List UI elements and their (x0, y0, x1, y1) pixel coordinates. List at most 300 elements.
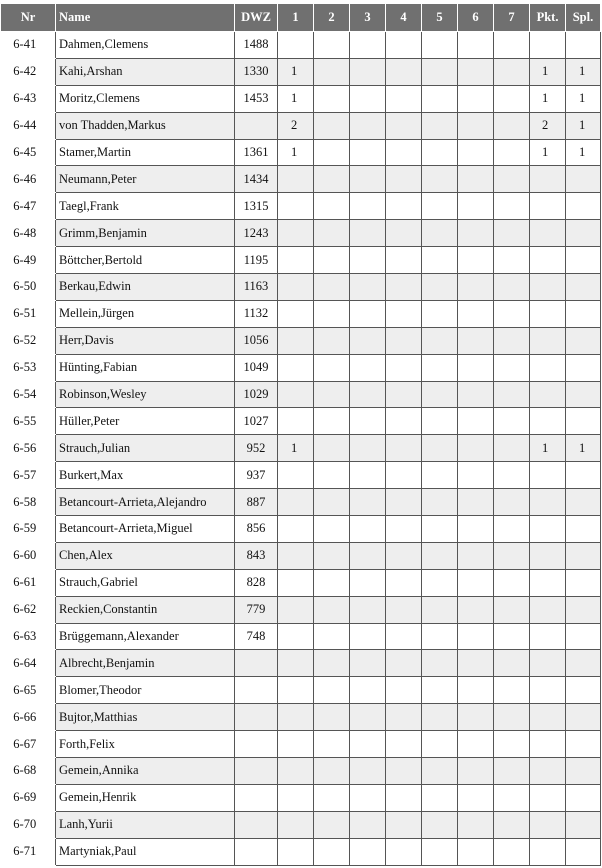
round-1-result (278, 650, 314, 677)
round-2-result (314, 435, 350, 462)
header-round-4: 4 (386, 4, 422, 32)
round-7-result (494, 731, 530, 758)
player-games (566, 300, 601, 327)
player-dwz: 1195 (235, 247, 278, 274)
round-3-result (350, 623, 386, 650)
round-5-result (422, 462, 458, 489)
round-3-result (350, 220, 386, 247)
round-2-result (314, 784, 350, 811)
player-name: Herr,Davis (56, 327, 235, 354)
header-round-6: 6 (458, 4, 494, 32)
player-number: 6-50 (1, 274, 56, 301)
player-dwz: 748 (235, 623, 278, 650)
round-3-result (350, 112, 386, 139)
player-points (530, 247, 566, 274)
round-4-result (386, 462, 422, 489)
header-points: Pkt. (530, 4, 566, 32)
player-games (566, 327, 601, 354)
round-7-result (494, 408, 530, 435)
table-row (1, 85, 601, 112)
round-7-result (494, 193, 530, 220)
table-row (1, 354, 601, 381)
player-number: 6-62 (1, 596, 56, 623)
player-number: 6-68 (1, 758, 56, 785)
player-number: 6-67 (1, 731, 56, 758)
player-number: 6-56 (1, 435, 56, 462)
round-3-result (350, 650, 386, 677)
player-name: von Thadden,Markus (56, 112, 235, 139)
round-5-result (422, 166, 458, 193)
player-points (530, 838, 566, 865)
player-name: Dahmen,Clemens (56, 32, 235, 59)
round-2-result (314, 274, 350, 301)
player-points (530, 408, 566, 435)
table-row (1, 650, 601, 677)
player-points (530, 516, 566, 543)
player-name: Gemein,Henrik (56, 784, 235, 811)
player-number: 6-55 (1, 408, 56, 435)
round-5-result (422, 623, 458, 650)
round-2-result (314, 758, 350, 785)
round-6-result (458, 435, 494, 462)
player-points: 1 (530, 58, 566, 85)
round-7-result (494, 274, 530, 301)
round-5-result (422, 704, 458, 731)
round-5-result (422, 247, 458, 274)
table-row (1, 623, 601, 650)
table-row (1, 327, 601, 354)
round-2-result (314, 516, 350, 543)
round-4-result (386, 112, 422, 139)
round-5-result (422, 274, 458, 301)
round-4-result (386, 758, 422, 785)
round-3-result (350, 139, 386, 166)
round-3-result (350, 354, 386, 381)
round-7-result (494, 596, 530, 623)
player-number: 6-48 (1, 220, 56, 247)
player-dwz: 937 (235, 462, 278, 489)
round-2-result (314, 112, 350, 139)
round-4-result (386, 32, 422, 59)
round-6-result (458, 354, 494, 381)
round-2-result (314, 220, 350, 247)
player-games: 1 (566, 85, 601, 112)
player-points (530, 569, 566, 596)
round-6-result (458, 247, 494, 274)
round-2-result (314, 381, 350, 408)
player-games (566, 247, 601, 274)
table-row (1, 811, 601, 838)
round-5-result (422, 596, 458, 623)
round-4-result (386, 838, 422, 865)
player-dwz: 843 (235, 542, 278, 569)
round-1-result (278, 220, 314, 247)
player-games (566, 650, 601, 677)
round-5-result (422, 32, 458, 59)
round-2-result (314, 596, 350, 623)
round-7-result (494, 838, 530, 865)
player-games (566, 220, 601, 247)
player-name: Strauch,Julian (56, 435, 235, 462)
round-1-result (278, 193, 314, 220)
table-row (1, 489, 601, 516)
round-3-result (350, 300, 386, 327)
round-7-result (494, 542, 530, 569)
player-dwz (235, 758, 278, 785)
round-5-result (422, 758, 458, 785)
round-2-result (314, 408, 350, 435)
player-number: 6-63 (1, 623, 56, 650)
round-2-result (314, 542, 350, 569)
player-games (566, 569, 601, 596)
round-5-result (422, 516, 458, 543)
table-row (1, 784, 601, 811)
table-body (1, 32, 601, 866)
round-7-result (494, 435, 530, 462)
round-5-result (422, 784, 458, 811)
round-4-result (386, 274, 422, 301)
player-name: Strauch,Gabriel (56, 569, 235, 596)
player-games: 1 (566, 139, 601, 166)
round-6-result (458, 381, 494, 408)
round-3-result (350, 32, 386, 59)
player-number: 6-69 (1, 784, 56, 811)
player-games (566, 354, 601, 381)
round-1-result (278, 462, 314, 489)
player-dwz: 1243 (235, 220, 278, 247)
round-7-result (494, 112, 530, 139)
round-3-result (350, 462, 386, 489)
player-name: Chen,Alex (56, 542, 235, 569)
player-name: Neumann,Peter (56, 166, 235, 193)
round-5-result (422, 650, 458, 677)
player-games (566, 811, 601, 838)
player-games (566, 381, 601, 408)
player-number: 6-41 (1, 32, 56, 59)
player-dwz: 952 (235, 435, 278, 462)
table-row (1, 569, 601, 596)
round-5-result (422, 58, 458, 85)
player-dwz (235, 677, 278, 704)
round-2-result (314, 623, 350, 650)
round-6-result (458, 85, 494, 112)
player-number: 6-46 (1, 166, 56, 193)
table-row (1, 58, 601, 85)
player-points: 1 (530, 139, 566, 166)
round-1-result (278, 489, 314, 516)
round-6-result (458, 811, 494, 838)
round-6-result (458, 569, 494, 596)
round-4-result (386, 516, 422, 543)
round-4-result (386, 166, 422, 193)
table-row (1, 516, 601, 543)
round-1-result (278, 623, 314, 650)
round-5-result (422, 731, 458, 758)
round-2-result (314, 462, 350, 489)
round-4-result (386, 811, 422, 838)
round-6-result (458, 838, 494, 865)
player-points: 2 (530, 112, 566, 139)
table-row (1, 462, 601, 489)
round-7-result (494, 354, 530, 381)
round-4-result (386, 247, 422, 274)
player-name: Betancourt-Arrieta,Alejandro (56, 489, 235, 516)
player-points (530, 542, 566, 569)
player-games (566, 32, 601, 59)
round-1-result: 1 (278, 139, 314, 166)
round-1-result (278, 274, 314, 301)
header-round-7: 7 (494, 4, 530, 32)
round-7-result (494, 704, 530, 731)
round-3-result (350, 569, 386, 596)
header-dwz: DWZ (235, 4, 278, 32)
player-games (566, 623, 601, 650)
player-name: Kahi,Arshan (56, 58, 235, 85)
player-number: 6-45 (1, 139, 56, 166)
player-number: 6-64 (1, 650, 56, 677)
round-5-result (422, 327, 458, 354)
round-1-result (278, 569, 314, 596)
round-4-result (386, 381, 422, 408)
round-4-result (386, 623, 422, 650)
round-2-result (314, 58, 350, 85)
round-5-result (422, 838, 458, 865)
player-name: Berkau,Edwin (56, 274, 235, 301)
round-3-result (350, 193, 386, 220)
round-4-result (386, 704, 422, 731)
round-2-result (314, 166, 350, 193)
player-dwz: 1163 (235, 274, 278, 301)
round-1-result: 1 (278, 58, 314, 85)
round-5-result (422, 435, 458, 462)
round-7-result (494, 489, 530, 516)
round-5-result (422, 220, 458, 247)
round-6-result (458, 623, 494, 650)
player-games (566, 166, 601, 193)
player-games (566, 516, 601, 543)
player-dwz (235, 650, 278, 677)
round-6-result (458, 300, 494, 327)
player-name: Forth,Felix (56, 731, 235, 758)
player-points (530, 327, 566, 354)
player-points (530, 811, 566, 838)
table-row (1, 677, 601, 704)
round-3-result (350, 85, 386, 112)
round-4-result (386, 193, 422, 220)
player-number: 6-52 (1, 327, 56, 354)
player-number: 6-60 (1, 542, 56, 569)
round-3-result (350, 327, 386, 354)
round-6-result (458, 650, 494, 677)
player-dwz: 1361 (235, 139, 278, 166)
player-points (530, 300, 566, 327)
player-dwz: 856 (235, 516, 278, 543)
round-7-result (494, 327, 530, 354)
player-name: Böttcher,Bertold (56, 247, 235, 274)
player-dwz: 779 (235, 596, 278, 623)
round-6-result (458, 516, 494, 543)
round-5-result (422, 112, 458, 139)
round-3-result (350, 516, 386, 543)
round-6-result (458, 596, 494, 623)
player-games (566, 462, 601, 489)
round-4-result (386, 58, 422, 85)
round-5-result (422, 85, 458, 112)
player-name: Lanh,Yurii (56, 811, 235, 838)
player-dwz (235, 811, 278, 838)
player-dwz: 1453 (235, 85, 278, 112)
player-dwz: 887 (235, 489, 278, 516)
round-1-result (278, 516, 314, 543)
round-1-result: 1 (278, 85, 314, 112)
player-points (530, 758, 566, 785)
round-6-result (458, 677, 494, 704)
round-4-result (386, 677, 422, 704)
round-1-result (278, 811, 314, 838)
player-points (530, 274, 566, 301)
player-points (530, 650, 566, 677)
player-dwz: 1488 (235, 32, 278, 59)
round-6-result (458, 542, 494, 569)
player-games: 1 (566, 112, 601, 139)
player-points (530, 489, 566, 516)
header-row (1, 4, 601, 32)
round-5-result (422, 569, 458, 596)
player-dwz (235, 731, 278, 758)
player-dwz (235, 784, 278, 811)
round-5-result (422, 811, 458, 838)
round-6-result (458, 139, 494, 166)
round-7-result (494, 516, 530, 543)
round-7-result (494, 677, 530, 704)
round-7-result (494, 139, 530, 166)
player-points (530, 166, 566, 193)
round-6-result (458, 462, 494, 489)
player-number: 6-66 (1, 704, 56, 731)
player-dwz: 1315 (235, 193, 278, 220)
player-dwz (235, 838, 278, 865)
round-3-result (350, 731, 386, 758)
round-4-result (386, 489, 422, 516)
round-7-result (494, 569, 530, 596)
round-5-result (422, 300, 458, 327)
player-points (530, 731, 566, 758)
player-dwz: 1049 (235, 354, 278, 381)
player-points (530, 381, 566, 408)
player-points (530, 784, 566, 811)
round-1-result (278, 408, 314, 435)
round-6-result (458, 112, 494, 139)
table-row (1, 247, 601, 274)
header-name: Name (56, 4, 235, 32)
player-number: 6-61 (1, 569, 56, 596)
round-3-result (350, 677, 386, 704)
round-4-result (386, 354, 422, 381)
player-name: Burkert,Max (56, 462, 235, 489)
round-4-result (386, 435, 422, 462)
player-games (566, 838, 601, 865)
header-round-2: 2 (314, 4, 350, 32)
round-7-result (494, 166, 530, 193)
round-5-result (422, 408, 458, 435)
round-7-result (494, 650, 530, 677)
player-games (566, 677, 601, 704)
round-5-result (422, 193, 458, 220)
player-points (530, 596, 566, 623)
player-games (566, 489, 601, 516)
header-round-5: 5 (422, 4, 458, 32)
round-1-result (278, 758, 314, 785)
table-row (1, 542, 601, 569)
round-3-result (350, 381, 386, 408)
player-games (566, 784, 601, 811)
round-4-result (386, 542, 422, 569)
round-1-result (278, 300, 314, 327)
round-2-result (314, 32, 350, 59)
round-1-result: 1 (278, 435, 314, 462)
player-name: Bujtor,Matthias (56, 704, 235, 731)
round-6-result (458, 193, 494, 220)
table-header (1, 4, 601, 32)
round-3-result (350, 784, 386, 811)
round-6-result (458, 489, 494, 516)
round-7-result (494, 784, 530, 811)
player-number: 6-51 (1, 300, 56, 327)
player-games (566, 193, 601, 220)
round-7-result (494, 811, 530, 838)
player-dwz: 1330 (235, 58, 278, 85)
player-points: 1 (530, 435, 566, 462)
round-2-result (314, 677, 350, 704)
round-7-result (494, 381, 530, 408)
round-1-result (278, 596, 314, 623)
player-number: 6-47 (1, 193, 56, 220)
round-1-result (278, 542, 314, 569)
round-2-result (314, 193, 350, 220)
round-1-result (278, 784, 314, 811)
player-number: 6-44 (1, 112, 56, 139)
player-name: Robinson,Wesley (56, 381, 235, 408)
player-points (530, 32, 566, 59)
player-points (530, 677, 566, 704)
round-6-result (458, 274, 494, 301)
player-games: 1 (566, 435, 601, 462)
player-games (566, 596, 601, 623)
table-row (1, 166, 601, 193)
round-2-result (314, 811, 350, 838)
player-number: 6-59 (1, 516, 56, 543)
table-row (1, 112, 601, 139)
round-5-result (422, 542, 458, 569)
table-row (1, 596, 601, 623)
player-points (530, 220, 566, 247)
round-6-result (458, 704, 494, 731)
round-3-result (350, 408, 386, 435)
header-games: Spl. (566, 4, 601, 32)
round-3-result (350, 758, 386, 785)
round-1-result (278, 247, 314, 274)
round-2-result (314, 327, 350, 354)
player-games (566, 704, 601, 731)
round-1-result: 2 (278, 112, 314, 139)
player-name: Brüggemann,Alexander (56, 623, 235, 650)
player-points (530, 623, 566, 650)
round-5-result (422, 381, 458, 408)
round-5-result (422, 354, 458, 381)
round-5-result (422, 489, 458, 516)
round-4-result (386, 220, 422, 247)
player-points (530, 704, 566, 731)
